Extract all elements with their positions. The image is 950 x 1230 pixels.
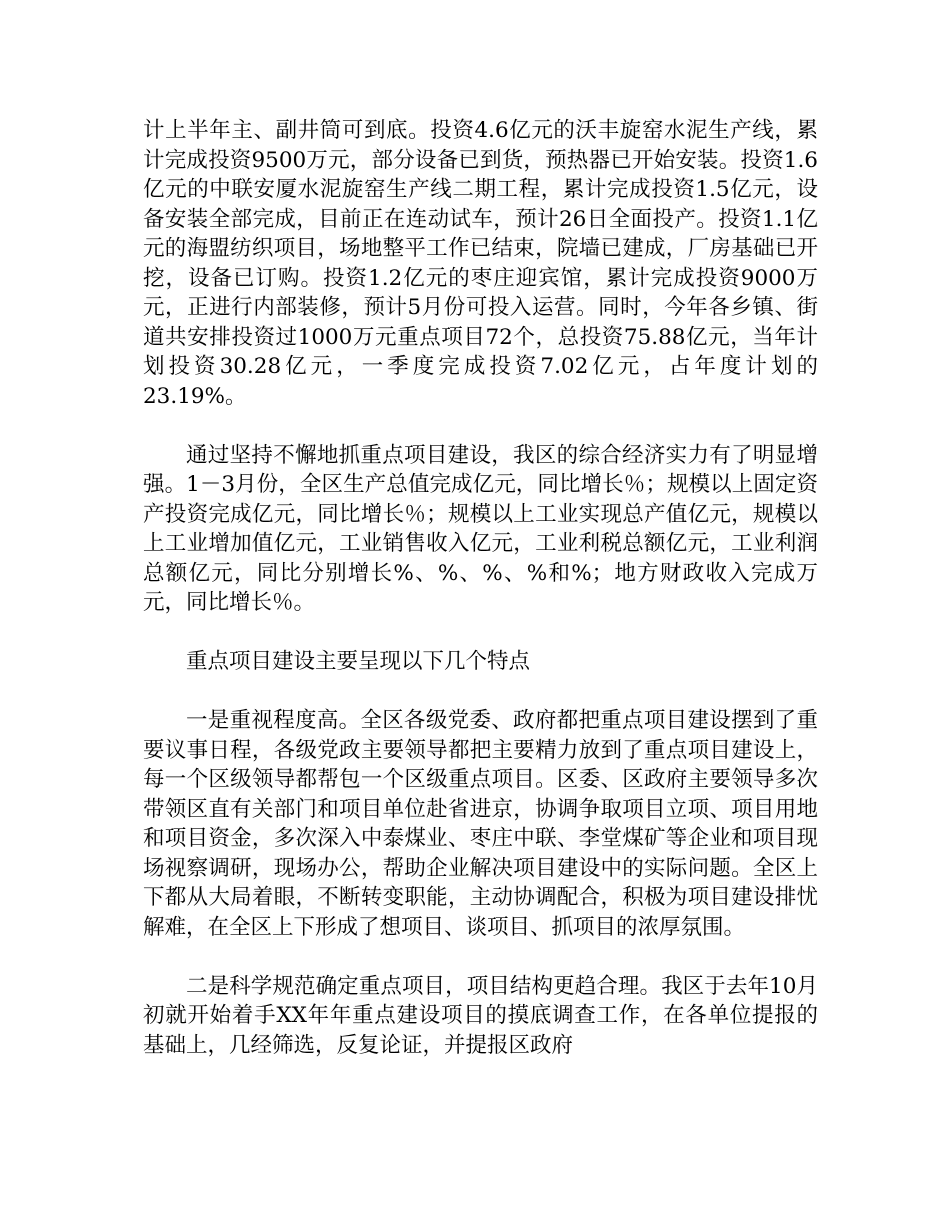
section-heading-features: 重点项目建设主要呈现以下几个特点 [186, 649, 531, 674]
document-page [143, 116, 818, 1090]
paragraph-feature-one: 一是重视程度高。全区各级党委、政府都把重点项目建设摆到了重要议事日程，各级党政主要领导都把主要精力放到了重点项目建设上，每一个区级领导都帮包一个区级重点项目。区委、区政府主要领导多次带领区直有关部门和项目单位赴省进京，协调争取项目立项、项目用地和项目资金，多次深入中泰煤业、枣庄中联、李堂煤矿等企业和项目现场视察调研，现场办公，帮助企业解决项目建设中的实际问题。全区上下都从大局着眼，不断转变职能，主动协调配合，积极为项目建设排忧解难，在全区上下形成了想项目、谈项目、抓项目的浓厚氛围。 [143, 708, 818, 940]
paragraph-economic-strength: 通过坚持不懈地抓重点项目建设，我区的综合经济实力有了明显增强。1－3月份，全区生产总值完成亿元，同比增长％；规模以上固定资产投资完成亿元，同比增长％；规模以上工业实现总产值亿元，规模以上工业增加值亿元，工业销售收入亿元，工业利税总额亿元，工业利润总额亿元，同比分别增长%、%、%、%和%；地方财政收入完成万元，同比增长％。 [143, 442, 818, 615]
paragraph-feature-two: 二是科学规范确定重点项目，项目结构更趋合理。我区于去年10月初就开始着手XX年年重点建设项目的摸底调查工作，在各单位提报的基础上，几经筛选，反复论证，并提报区政府 [143, 973, 818, 1058]
paragraph-project-progress: 计上半年主、副井筒可到底。投资4.6亿元的沃丰旋窑水泥生产线，累计完成投资9500万元，部分设备已到货，预热器已开始安装。投资1.6亿元的中联安厦水泥旋窑生产线二期工程，累计完成投资1.5亿元，设备安装全部完成，目前正在连动试车，预计26日全面投产。投资1.1亿元的海盟纺织项目，场地整平工作已结束，院墙已建成，厂房基础已开挖，设备已订购。投资1.2亿元的枣庄迎宾馆，累计完成投资9000万元，正进行内部装修，预计5月份可投入运营。同时，今年各乡镇、街道共安排投资过1000万元重点项目72个，总投资75.88亿元，当年计划投资30.28亿元，一季度完成投资7.02亿元，占年度计划的23.19%。 [143, 118, 818, 409]
